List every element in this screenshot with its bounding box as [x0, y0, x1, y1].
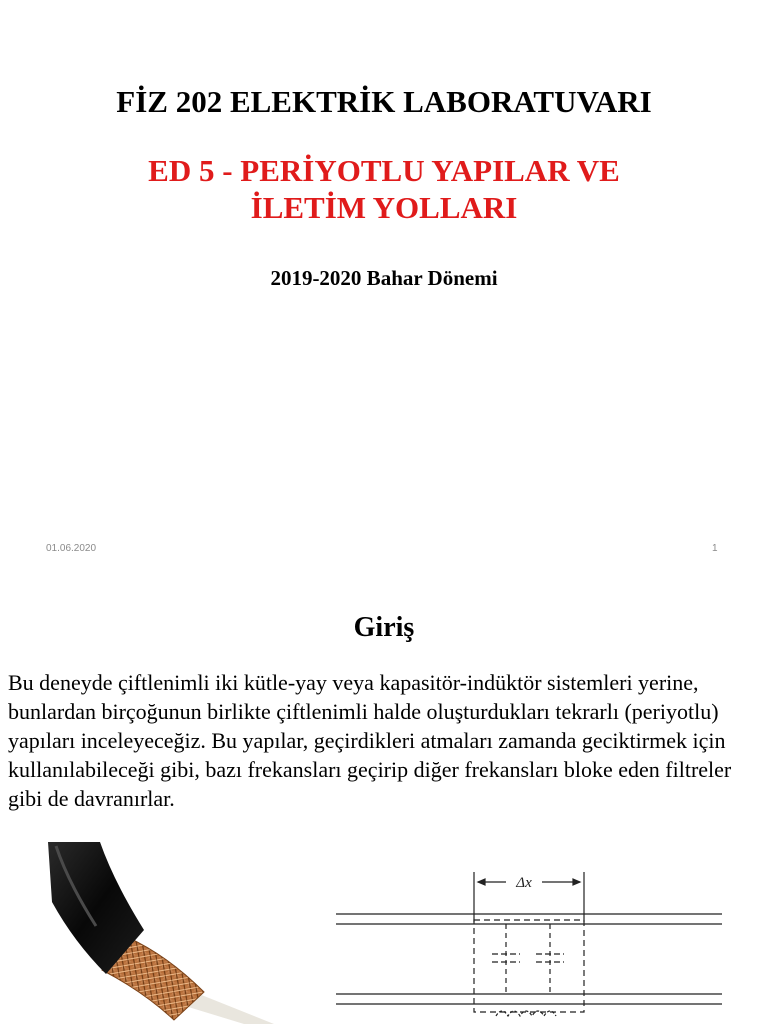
transmission-line-diagram: [330, 866, 730, 1024]
intro-paragraph: Bu deneyde çiftlenimli iki kütle-yay veya kapasitör-indüktör sistemleri yerine, bunlardan birçoğunun birlikte çiftlenimli halde oluşturdukları tekrarlı (periyotlu) yapıları inceleyeceğiz. Bu yapılar, geçirdikleri atmaları zamanda geciktirmek için kullanılabileceği gibi, bazı frekansları geçirip diğer frekansları bloke eden filtreler gibi de davranırlar.: [8, 670, 732, 811]
page-number: 1: [712, 543, 718, 554]
section-heading: Giriş: [353, 612, 415, 643]
coaxial-cable-image: [44, 842, 274, 1024]
footer-date: 01.06.2020: [46, 543, 97, 554]
delta-x-label: Δx: [516, 875, 532, 891]
semester-label: 2019-2020 Bahar Dönemi: [270, 266, 498, 290]
experiment-title: [0, 152, 768, 226]
intro-slide: [0, 576, 768, 1024]
course-title: FİZ 202 ELEKTRİK LABORATUVARI: [116, 84, 652, 119]
experiment-title-line-2: İLETİM YOLLARI: [250, 190, 518, 225]
experiment-title-line-1: ED 5 - PERİYOTLU YAPILAR VE: [148, 153, 620, 188]
